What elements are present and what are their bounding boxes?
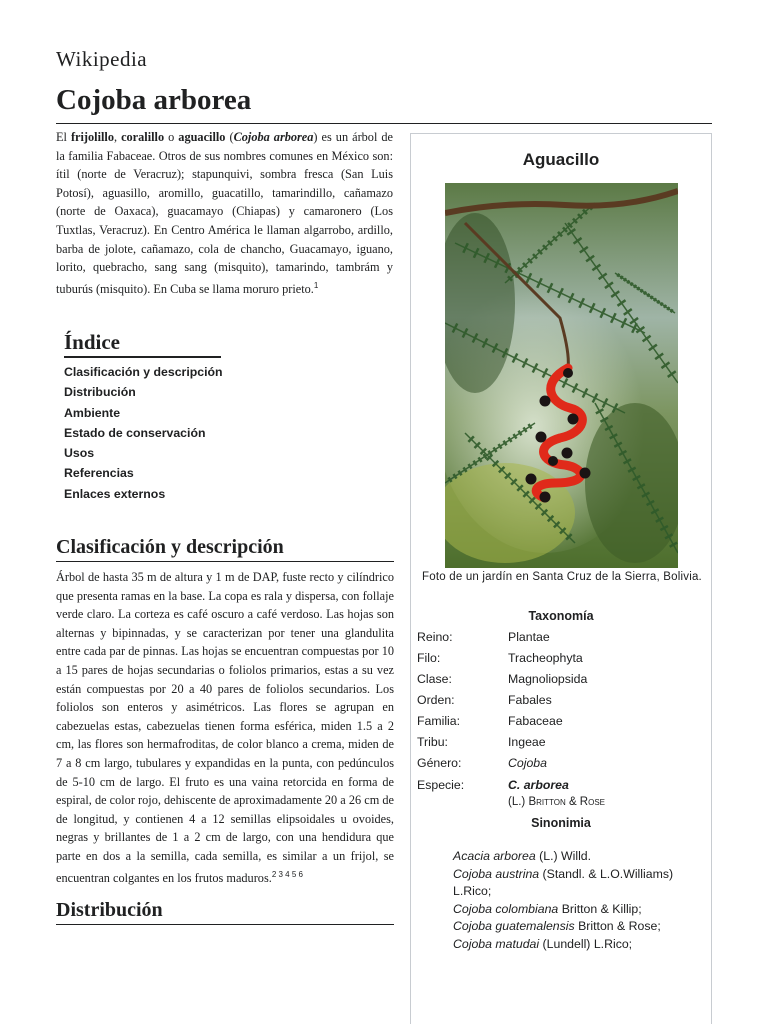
synonym-item: Cojoba austrina (Standl. & L.O.Williams) L.Rico;: [453, 866, 674, 898]
taxon-link[interactable]: Tracheophyta: [508, 651, 583, 665]
toc-item[interactable]: Usos: [64, 446, 95, 461]
wikipedia-wordmark[interactable]: Wikipedia: [56, 47, 148, 71]
species-authority[interactable]: (L.) Britton & Rose: [508, 796, 606, 808]
infobox-title: Aguacillo: [522, 150, 600, 169]
toc-item[interactable]: Distribución: [64, 385, 136, 400]
toc-item[interactable]: Referencias: [64, 466, 134, 481]
taxon-link[interactable]: Plantae: [508, 630, 550, 644]
page-title: Cojoba arborea: [56, 84, 252, 116]
toc-list: [64, 362, 224, 504]
section-heading-clasificacion: Clasificación y descripción: [56, 536, 394, 562]
synonym-item: Cojoba guatemalensis Britton & Rose;: [453, 919, 661, 933]
table-of-contents: [64, 330, 224, 504]
reference-link[interactable]: 1: [313, 280, 319, 290]
section-heading-distribucion: Distribución: [56, 899, 394, 925]
reference-links[interactable]: 2 3 4 5 6: [271, 869, 303, 879]
infobox: Aguacillo Foto de un jardín en Santa Cruz de la Sierra, Bolivia. Taxonomía Reino: Plantae Filo: Tracheophyta Clase: Magnoliopsida Orden: Fabales Familia: Fabaceae Tribu: Ingeae Género: Cojoba Especie: C. arborea (L.) Britton & Rose Sinonimia Acacia arborea (L.) Willd. Cojoba austrina (Standl. & L.O.Williams) L.Rico; Cojoba colombiana Britton & Killip; Cojoba guatemalensis Britton & Rose; Cojoba matudai (Lundell) L.Rico;: [410, 133, 712, 1024]
toc-item[interactable]: Estado de conservación: [64, 425, 206, 440]
taxon-link[interactable]: Magnoliopsida: [508, 672, 588, 686]
toc-title: Índice: [64, 330, 221, 358]
taxon-link[interactable]: Cojoba: [508, 756, 547, 770]
species-name: C. arborea: [508, 778, 569, 792]
taxonomy-heading[interactable]: Taxonomía: [528, 609, 594, 623]
synonym-item: Acacia arborea (L.) Willd.: [453, 849, 592, 863]
infobox-photo[interactable]: [445, 183, 678, 568]
intro-paragraph: El frijolillo, coralillo o aguacillo (Cojoba arborea) es un árbol de la familia Fabaceae. Otros de sus nombres comunes en México son: ítil (norte de Veracruz); stapunquivi, sombra fresca (San Luis Potosí), aguasillo, aromillo, guacatillo, tamarindillo, cañamazo (norte de Oaxaca), guacamayo (Chiapas) y camaronero (Los Tuxtlas, Veracruz). En Centro América le llaman algarrobo, ardillo, barba de jolote, cañamazo, cola de chancho, Guacamayo, iguano, lorito, quebracho, sang sang (misquito), tamarindo, tambrám y tuburús (misquito). En Cuba se llama moruro prieto.$^1$: [56, 130, 393, 296]
synonym-item: Cojoba matudai (Lundell) L.Rico;: [453, 936, 633, 951]
taxon-link[interactable]: Fabales: [508, 693, 552, 707]
taxon-link[interactable]: Ingeae: [508, 735, 546, 749]
toc-item[interactable]: Ambiente: [64, 405, 121, 420]
taxon-link[interactable]: Fabaceae: [508, 714, 563, 728]
species-photo-image: [445, 183, 678, 568]
synonym-item: Cojoba colombiana Britton & Killip;: [453, 901, 642, 916]
title-divider: [56, 123, 712, 124]
synonymy-heading: Sinonimia: [531, 816, 591, 830]
section-paragraph: Árbol de hasta 35 m de altura y 1 m de DAP, fuste recto y cilíndrico que presenta ramas en la base. La copa es rala y dispersa, con follaje verde claro. La corteza es café oscuro a café verdoso. Las hojas son alternas y bipinnadas, y se caracterizan por tener una glandulita entre cada par de pinnas. Las hojas se encuentran compuestas por 10 a 15 pares de hojas secundarias o foliolos primarios, estas a su vez están compuestas por 20 a 40 pares de foliolos secundarios. Los foliolos son enteros y asimétricos. Las flores se agrupan en cabezuelas estas, cabezuelas tienen forma esférica, miden 1.5 a 2 cm, las flores son hermafroditas, de color blanco a crema, miden de 7 a 8 cm largo, tubulares y expandidas en la punta, con pedúnculos de 5-10 cm de largo. El fruto es una vaina retorcida en forma de espiral, de color rojo, dehiscente de aproximadamente 20 a 26 cm de de longitud, y contienen 4 a 12 semillas elipsoidales u ovoides, negras y brillantes de 1 a 2 cm de largo, con una hendidura que parte en dos a la semilla, cada semilla, es similar a un frijol, se encuentran colgantes en los frutos maduros.$^{2 3 4 5 6}$: [56, 570, 394, 885]
toc-item[interactable]: Clasificación y descripción: [64, 365, 223, 379]
synonym-list: [453, 848, 703, 953]
toc-item[interactable]: Enlaces externos: [64, 486, 166, 501]
photo-caption: Foto de un jardín en Santa Cruz de la Sierra, Bolivia.: [422, 571, 702, 583]
